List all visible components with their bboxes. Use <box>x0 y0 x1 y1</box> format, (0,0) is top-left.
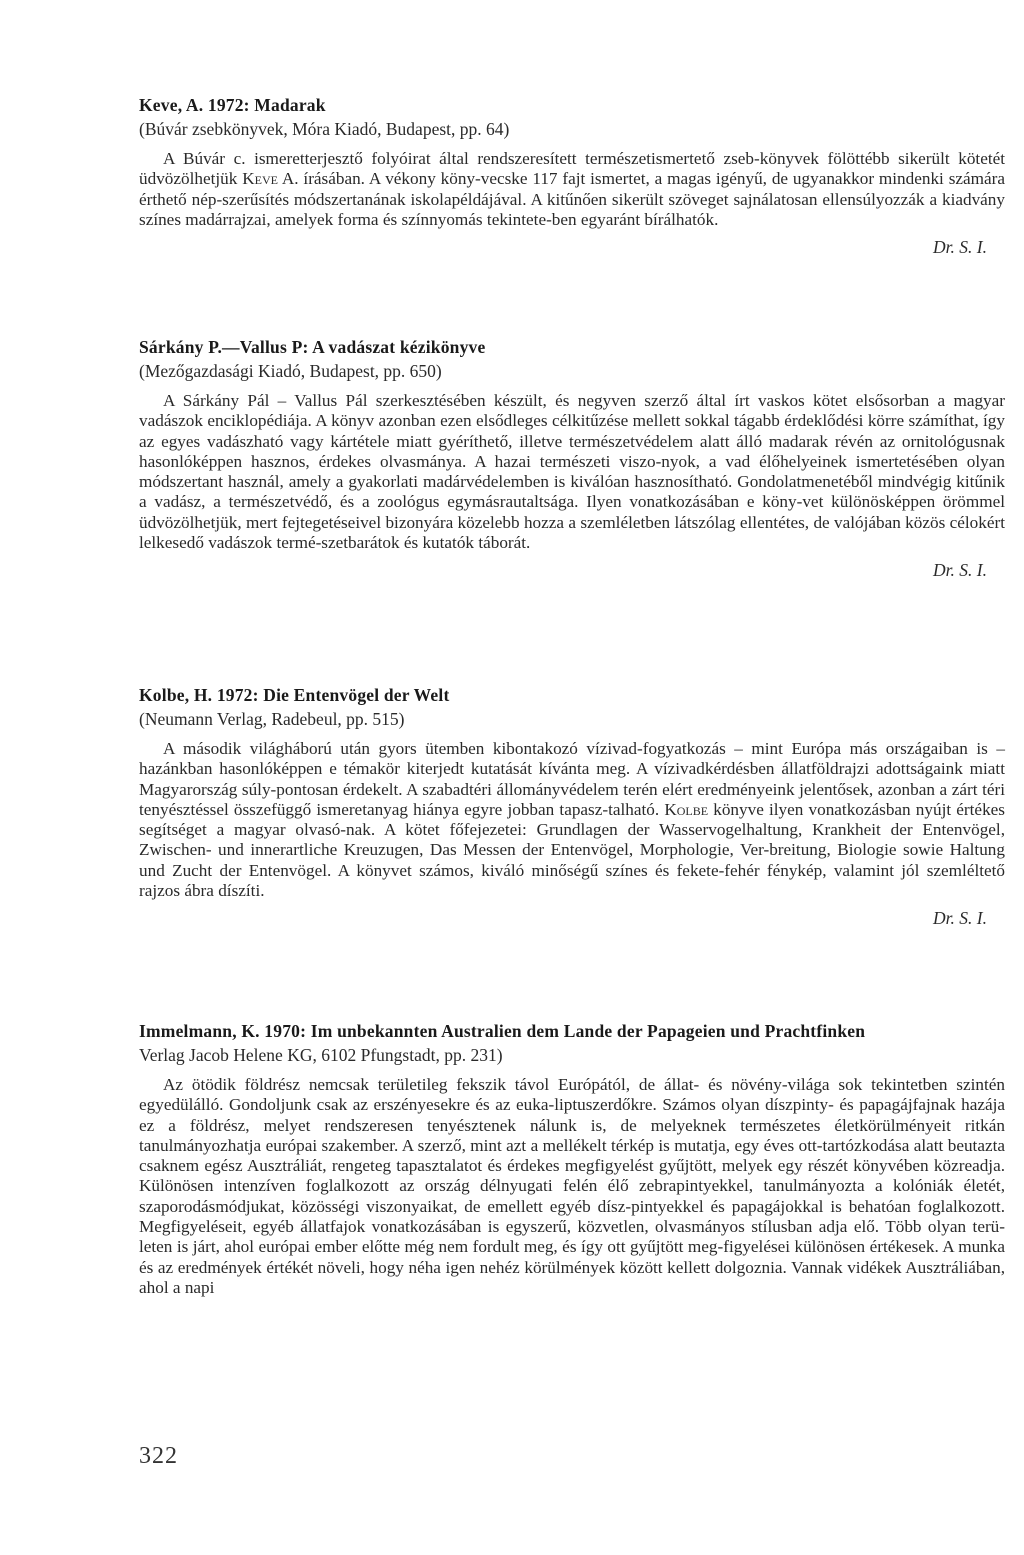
review-body-text: Az ötödik földrész nemcsak területileg fekszik távol Európától, de állat- és növény-világa sok tekintetben szintén egyedülálló. Gondoljunk csak az erszényesekre és az euka-liptuszerdőkre. Számos olyan díszpinty- és papagájfajnak hazája ez a földrész, melyet rendszeresen tenyésztenek nálunk is, de melyeknek természetes életkörülményeit ritkán tanulmányozhatja európai szakember. A szerző, mint azt a mellékelt térkép is mutatja, egy éves ott-tartózkodása alatt beutazta csaknem egész Ausztráliát, rengeteg tapasztalatot és érdekes megfigyelést gyűjtött, melyek egy részét könyvében közreadja. Különösen intenzíven foglalkozott az ország délnyugati felén élő zebrapintyekkel, tanulmányozta a kolóniák életét, szaporodásmódjukat, közösségi viszonyaikat, de emellett egyéb dísz-pintyekkel és papagájokkal is behatóan foglalkozott. Megfigyeléseit, egyéb állatfajok vonatkozásában is egyszerű, közvetlen, olvasmányos stílusban adja elő. Több olyan terü-leten is járt, ahol európai ember előtte még nem fordult meg, és így ott gyűjtött meg-figyelései különösen értékesek. A munka és az eredmények értékét növeli, hogy néha igen nehéz körülmények között kellett dolgoznia. Vannak vidékek Ausztráliában, ahol a napi <box>139 1075 1005 1297</box>
reviewer-signature: Dr. S. I. <box>933 908 987 929</box>
review-title <box>139 94 1005 116</box>
review-immelmann <box>139 1020 1005 1298</box>
review-title-text: Keve, A. 1972: Madarak <box>139 95 326 115</box>
author-name-smallcaps: Kolbe <box>664 799 709 819</box>
review-body-text: A második világháború után gyors ütemben kibontakozó vízivad-fogyatkozás – mint Európa más országaiban is – hazánkban hasonlóképpen e témakör kiterjedt kutatását kívánta meg. A vízivadkérdésben állatföldrajzi adottságaink miatt Magyarország súly-pontosan érdekelt. A szabadtéri állományvédelem terén elért eredményeink jelentősek, azonban a zárt téri tenyésztéssel összefüggő ismeretanyag hiánya egyre jobban tapasz-talható. <box>139 739 1005 819</box>
review-body-text-cont: könyve ilyen vonatkozásban nyújt értékes segítséget a magyar olvasó-nak. A kötet főfejezetei: Grundlagen der Wasservogelhaltung, Krankheit der Entenvögel, Zwischen- und innerartliche Kreuzugen, Das Messen der Entenvögel, Morphologie, Ver-breitung, Biologie sowie Haltung und Zucht der Entenvögel. A könyvet számos, kiváló minőségű színes és fekete-fehér fénykép, valamint jól szemléltető rajzos ábra díszíti. <box>139 799 1005 901</box>
review-publisher: (Mezőgazdasági Kiadó, Budapest, pp. 650) <box>139 361 442 381</box>
review-title-text: Immelmann, K. 1970: Im unbekannten Australien dem Lande der Papageien und Prachtfinken <box>139 1021 866 1041</box>
review-body-text: A Sárkány Pál – Vallus Pál szerkesztésében készült, és negyven szerző által írt vaskos kötet elsősorban a magyar vadászok enciklopédiája. A könyv azonban ezen elsődleges célkitűzése mellett sokkal tágabb érdeklődési körre számíthat, így az egyes vadászható vagy kártétele miatt gyéríthető, illetve természetvédelem alatt álló madarak révén az ornitológusnak hasonlóképpen hasznos, érdekes olvasmánya. A hazai természeti viszo-nyok, a vad élőhelyeinek ismertetésében olyan módszertant használ, amely a gyakorlati madárvédelemben is kiválóan hasznosítható. Gondolatmenetéből mindvégig kitűnik a vadász, a természetvédő, és a zoológus egymásrautaltsága. Ilyen vonatkozásában e köny-vet különösképpen örömmel üdvözölhetjük, mert fejtegetéseivel bizonyára közelebb hozza a szemléletben látszólag ellentétes, de valójában közös célokért lelkesedő vadászok termé-szetbarátok és kutatók táborát. <box>139 391 1005 553</box>
review-publisher: (Búvár zsebkönyvek, Móra Kiadó, Budapest, pp. 64) <box>139 119 510 139</box>
review-title-text: Sárkány P.—Vallus P: A vadászat kézikönyve <box>139 337 486 357</box>
review-kolbe <box>139 684 1005 929</box>
page-number: 322 <box>139 1443 178 1469</box>
review-keve <box>139 94 1005 258</box>
author-name-smallcaps: Keve <box>242 169 278 189</box>
review-body-text: A Búvár c. ismeretterjesztő folyóirat által rendszeresített természetismertető zseb-könyvek fölöttébb sikerült kötetét üdvözölhetjük <box>139 149 1005 189</box>
reviewer-signature: Dr. S. I. <box>933 560 987 581</box>
review-title <box>139 684 1005 706</box>
review-publisher: (Neumann Verlag, Radebeul, pp. 515) <box>139 709 405 729</box>
review-body <box>139 149 1005 230</box>
review-title <box>139 1020 1005 1042</box>
review-body <box>139 1075 1005 1298</box>
review-title <box>139 336 1005 358</box>
review-sarkany-vallus <box>139 336 1005 581</box>
review-body <box>139 739 1005 901</box>
review-body-text-cont: A. írásában. A vékony köny-vecske 117 fajt ismertet, a magas igényű, de ugyanakkor mindenki számára érthető nép-szerűsítés módszertanának iskolapéldájával. A kitűnően sikerült szöveget sajnálatosan ellensúlyozzák a kiadvány színes madárrajzai, amelyek forma és színnyomás tekintete-ben egyaránt bírálhatók. <box>139 169 1005 229</box>
review-body <box>139 391 1005 553</box>
reviewer-signature: Dr. S. I. <box>933 237 987 258</box>
review-publisher: Verlag Jacob Helene KG, 6102 Pfungstadt, pp. 231) <box>139 1045 503 1065</box>
review-title-text: Kolbe, H. 1972: Die Entenvögel der Welt <box>139 685 450 705</box>
